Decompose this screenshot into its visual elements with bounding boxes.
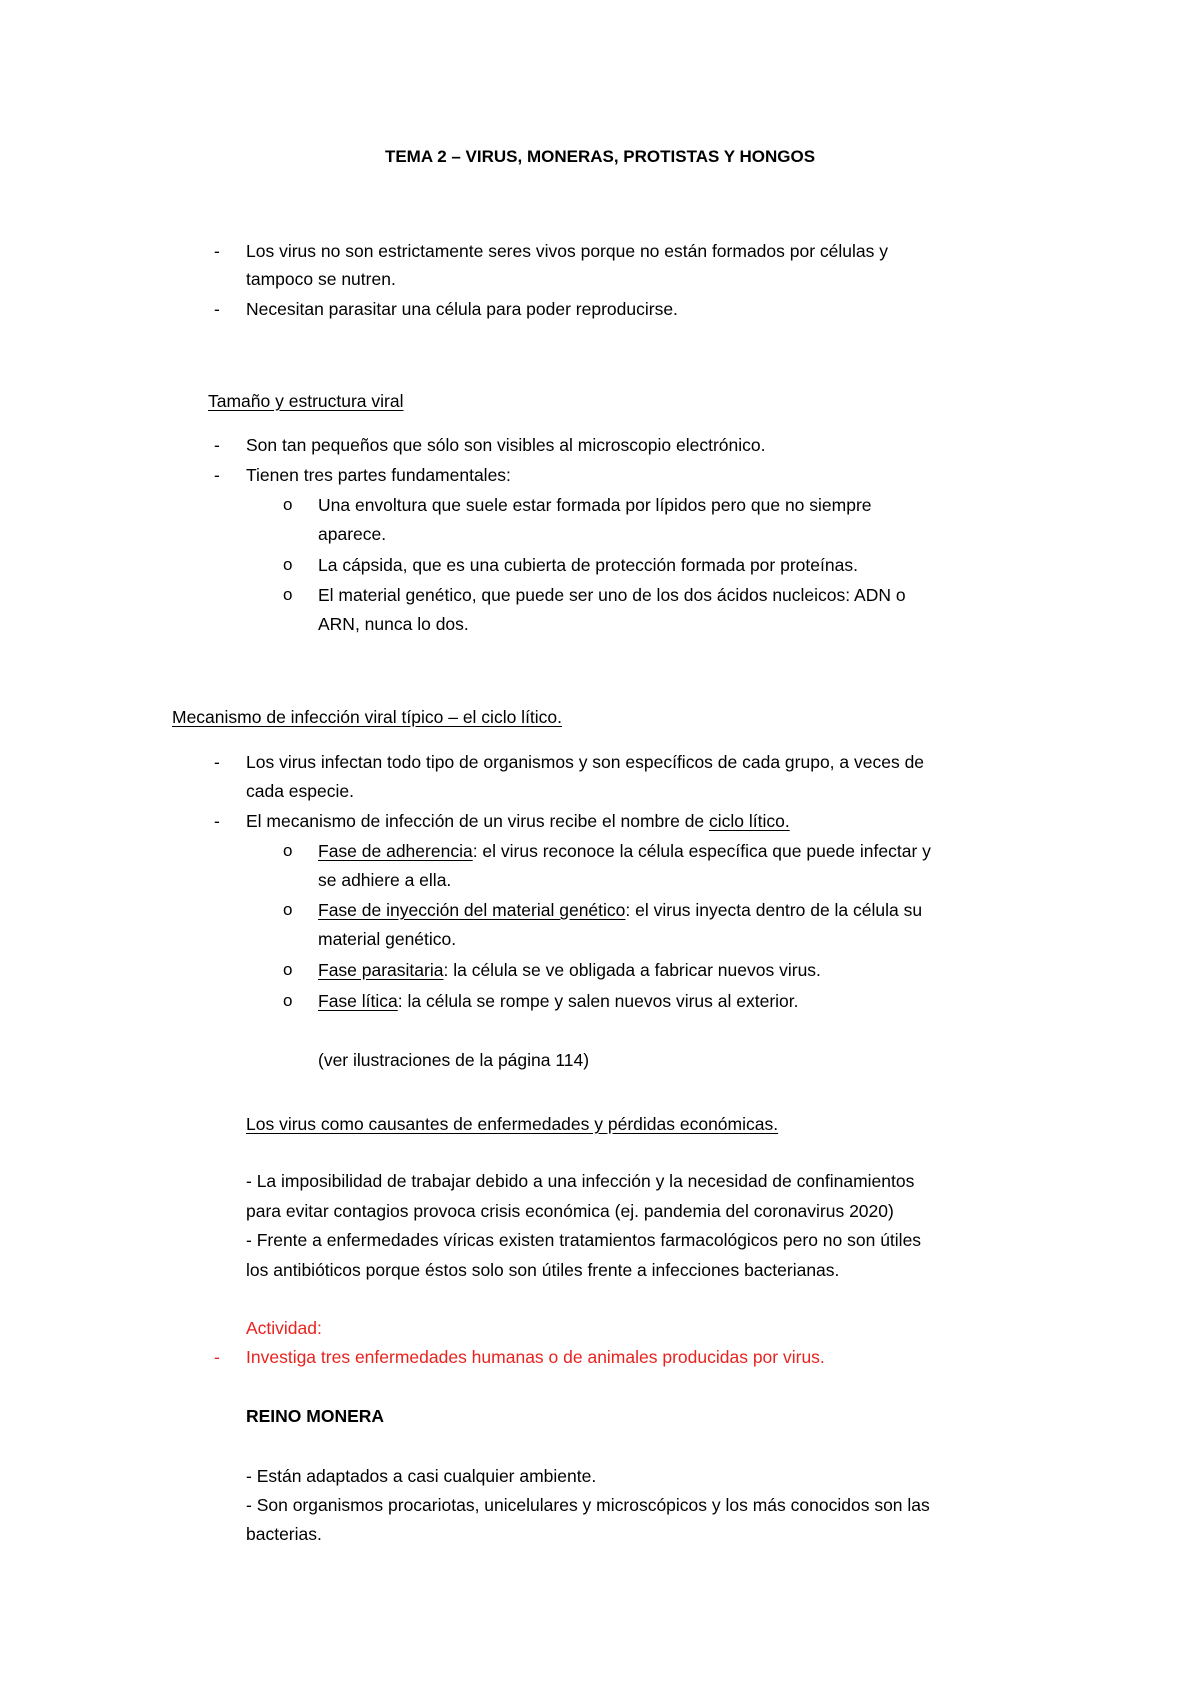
lytic-line-1a: Los virus infectan todo tipo de organismos y son específicos de cada grupo, a veces de [246,752,925,772]
diseases-p2b: los antibióticos porque éstos solo son útiles frente a infecciones bacterianas. [246,1260,840,1280]
page-title: TEMA 2 – VIRUS, MONERAS, PROTISTAS Y HONGOS [384,147,816,166]
diseases-p2a: - Frente a enfermedades víricas existen tratamientos farmacológicos pero no son útiles [246,1230,922,1250]
phase-2-text: : el virus inyecta dentro de la célula su [625,900,923,920]
activity-label: Actividad: [246,1318,322,1338]
phase-1 [318,840,931,862]
phase-1-text-b: se adhiere a ella. [318,870,452,890]
bullet-o: o [283,555,293,574]
lytic-line-1b: cada especie. [246,781,354,801]
list-dash: - [214,299,220,319]
phase-3-text: : la célula se ve obligada a fabricar nuevos virus. [443,960,821,980]
list-dash: - [214,811,220,831]
activity-text: Investiga tres enfermedades humanas o de animales producidas por virus. [246,1347,825,1367]
lytic-cycle-term: ciclo lítico. [709,811,790,831]
section-heading-lytic-cycle: Mecanismo de infección viral típico – el ciclo lítico. [172,707,563,727]
phase-2-text-b: material genético. [318,929,457,949]
intro-line-2: Necesitan parasitar una célula para poder reproducirse. [246,299,678,319]
structure-sub-3b: ARN, nunca lo dos. [318,614,469,634]
bullet-o: o [283,495,293,514]
phase-4-name: Fase lítica [318,991,398,1011]
bullet-o: o [283,960,293,979]
phase-4 [318,990,799,1012]
monera-p2b: bacterias. [246,1524,322,1544]
phase-2-name: Fase de inyección del material genético [318,900,626,920]
illustrations-note: (ver ilustraciones de la página 114) [318,1050,590,1070]
list-dash: - [214,435,220,455]
bullet-o: o [283,900,293,919]
structure-sub-1a: Una envoltura que suele estar formada por lípidos pero que no siempre [318,495,872,515]
list-dash: - [214,1347,220,1367]
structure-line-2: Tienen tres partes fundamentales: [246,465,511,485]
intro-line-1: Los virus no son estrictamente seres vivos porque no están formados por células y [246,241,888,261]
lytic-line-2-text: El mecanismo de infección de un virus recibe el nombre de [246,811,710,831]
lytic-line-2 [246,810,790,832]
list-dash: - [214,752,220,772]
bullet-o: o [283,991,293,1010]
monera-p1: - Están adaptados a casi cualquier ambiente. [246,1466,597,1486]
diseases-p1b: para evitar contagios provoca crisis económica (ej. pandemia del coronavirus 2020) [246,1201,894,1221]
structure-line-1: Son tan pequeños que sólo son visibles al microscopio electrónico. [246,435,766,455]
phase-2 [318,899,922,921]
list-dash: - [214,465,220,485]
structure-sub-2: La cápsida, que es una cubierta de protección formada por proteínas. [318,555,858,575]
section-heading-diseases: Los virus como causantes de enfermedades y pérdidas económicas. [246,1114,779,1134]
phase-3-name: Fase parasitaria [318,960,444,980]
structure-sub-1b: aparece. [318,524,387,544]
structure-sub-3a: El material genético, que puede ser uno de los dos ácidos nucleicos: ADN o [318,585,906,605]
phase-4-text: : la célula se rompe y salen nuevos virus al exterior. [397,991,799,1011]
phase-1-text: : el virus reconoce la célula específica que puede infectar y [472,841,931,861]
bullet-o: o [283,585,293,604]
intro-line-1b: tampoco se nutren. [246,269,396,289]
diseases-p1a: - La imposibilidad de trabajar debido a una infección y la necesidad de confinamientos [246,1171,915,1191]
section-heading-monera: REINO MONERA [246,1406,385,1426]
bullet-o: o [283,841,293,860]
monera-p2a: - Son organismos procariotas, unicelulares y microscópicos y los más conocidos son las [246,1495,930,1515]
section-heading-structure: Tamaño y estructura viral [208,391,404,411]
phase-3 [318,959,821,981]
phase-1-name: Fase de adherencia [318,841,473,861]
list-dash: - [214,241,220,261]
